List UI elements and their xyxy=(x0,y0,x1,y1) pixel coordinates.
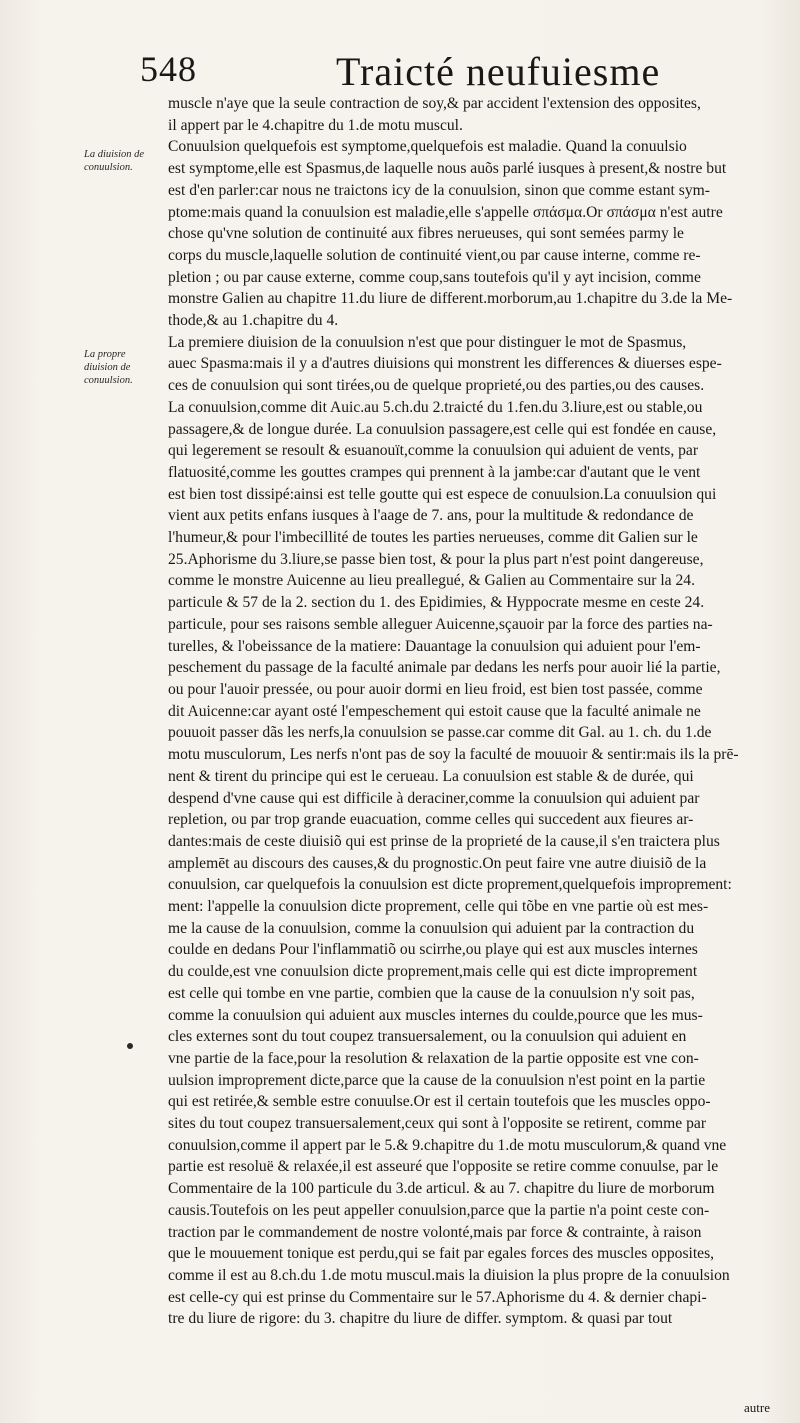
text-line: monstre Galien au chapitre 11.du liure de different.morborum,au 1.chapitre du 3.de la Me- xyxy=(168,290,733,308)
text-line: conuulsion, car quelquefois la conuulsion est dicte proprement,quelquefois improprement: xyxy=(168,876,732,894)
text-line: partie est resoluë & relaxée,il est asseuré que l'opposite se retire comme conuulse, par le xyxy=(168,1158,719,1176)
text-line: thode,& au 1.chapitre du 4. xyxy=(168,312,339,330)
sidenote-division: La diuision de conuulsion. xyxy=(84,149,145,173)
text-line: ptome:mais quand la conuulsion est maladie,elle s'appelle σπάσμα.Or σπάσμα n'est autre xyxy=(168,203,723,221)
page-number: 548 xyxy=(140,49,197,89)
text-line: auec Spasma:mais il y a d'autres diuisions qui monstrent les differences & diuerses espe- xyxy=(168,355,722,373)
text-line: 25.Aphorisme du 3.liure,se passe bien tost, & pour la plus part n'est point dangereuse, xyxy=(168,550,704,568)
text-line: comme le monstre Auicenne au lieu preallegué, & Galien au Commentaire sur la 24. xyxy=(168,572,695,590)
text-line: l'humeur,& pour l'imbecillité de toutes les parties nerueuses, comme dit Galien sur le xyxy=(168,529,698,547)
text-line: est d'en parler:car nous ne traictons icy de la conuulsion, sinon que comme estant sym- xyxy=(168,181,710,199)
text-line: il appert par le 4.chapitre du 1.de motu muscul. xyxy=(168,116,463,134)
text-line: motu musculorum, Les nerfs n'ont pas de soy la faculté de mouuoir & sentir:mais ils la prē- xyxy=(168,746,739,764)
text-line: uulsion improprement dicte,parce que la cause de la conuulsion n'est point en la partie xyxy=(168,1071,706,1089)
text-line: du coulde,est vne conuulsion dicte proprement,mais celle qui est dicte improprement xyxy=(168,963,698,981)
text-line: traction par le commandement de nostre volonté,mais par force & contrainte, à raison xyxy=(168,1223,702,1241)
running-title: Traicté neufuiesme xyxy=(336,49,661,94)
text-line: pouuoit passer dãs les nerfs,la conuulsion se passe.car comme dit Gal. au 1. ch. du 1.de xyxy=(168,724,712,742)
text-line: est celle-cy qui est prinse du Commentaire sur le 57.Aphorisme du 4. & dernier chapi- xyxy=(168,1288,707,1306)
text-line: est bien tost dissipé:ainsi est telle goutte qui est espece de conuulsion.La conuulsion qui xyxy=(168,485,717,503)
text-line: amplemēt au discours des causes,& du prognostic.On peut faire vne autre diuisiõ de la xyxy=(168,854,707,872)
text-line: comme la conuulsion qui aduient aux muscles internes du coulde,pource que les mus- xyxy=(168,1006,703,1024)
text-line: sites du tout coupez transuersalement,ceux qui sont à l'opposite se retirent, comme par xyxy=(168,1115,707,1133)
text-line: despend d'vne cause qui est difficile à deraciner,comme la conuulsion qui aduient par xyxy=(168,789,700,807)
text-line: dantes:mais de ceste diuisiõ qui est prinse de la proprieté de la cause,il s'en traictera plus xyxy=(168,832,720,850)
text-line: ment: l'appelle la conuulsion dicte proprement, celle qui tõbe en vne partie où est mes- xyxy=(168,898,709,916)
body-text xyxy=(168,93,768,1330)
text-line: particule, pour ses raisons semble alleguer Auicenne,sçauoir par la force des parties na- xyxy=(168,615,713,633)
text-line: La premiere diuision de la conuulsion n'est que pour distinguer le mot de Spasmus, xyxy=(168,333,687,351)
text-line: ces de conuulsion qui sont tirées,ou de quelque proprieté,ou des parties,ou des causes. xyxy=(168,377,705,395)
text-line: La conuulsion,comme dit Auic.au 5.ch.du 2.traicté du 1.fen.du 3.liure,est ou stable,ou xyxy=(168,398,703,416)
text-line: pletion ; ou par cause externe, comme coup,sans toutefois qu'il y ayt incision, comme xyxy=(168,268,701,286)
text-line: muscle n'aye que la seule contraction de soy,& par accident l'extension des opposites, xyxy=(168,95,701,112)
text-line: particule & 57 de la 2. section du 1. des Epidimies, & Hyppocrate mesme en ceste 24. xyxy=(168,594,705,612)
text-line: Commentaire de la 100 particule du 3.de articul. & au 7. chapitre du liure de morborum xyxy=(168,1180,715,1198)
text-line: est symptome,elle est Spasmus,de laquelle nous auõs parlé iusques à present,& nostre but xyxy=(168,160,727,178)
text-line: peschement du passage de la faculté animale par dedans les nerfs pour auoir lié la partie, xyxy=(168,659,721,677)
text-line: vient aux petits enfans iusques à l'aage de 7. ans, pour la multitude & redondance de xyxy=(168,507,694,525)
text-line: me la cause de la conuulsion, comme la conuulsion qui aduient par la contraction du xyxy=(168,919,695,937)
text-line: chose qu'vne solution de continuité aux fibres nerueuses, qui sont semées parmy le xyxy=(168,225,684,243)
text-line: cles externes sont du tout coupez transuersalement, ou la conuulsion qui aduient en xyxy=(168,1028,687,1046)
text-line: ou pour l'auoir pressée, ou pour auoir dormi en lieu froid, est bien tost passée, comme xyxy=(168,680,703,698)
text-line: repletion, ou par trop grande euacuation, comme celles qui succedent aux fieures ar- xyxy=(168,811,694,829)
text-line: tre du liure de rigore: du 3. chapitre du liure de differ. symptom. & quasi par tout xyxy=(168,1310,673,1328)
text-line: coulde en dedans Pour l'inflammatiõ ou scirrhe,ou playe qui est aux muscles internes xyxy=(168,941,698,959)
text-line: causis.Toutefois on les peut appeller conuulsion,parce que la partie n'a point ceste con- xyxy=(168,1201,710,1219)
text-line: Conuulsion quelquefois est symptome,quelquefois est maladie. Quand la conuulsio xyxy=(168,138,687,156)
text-line: que le mouuement tonique est perdu,qui se fait par egales forces des muscles opposites, xyxy=(168,1245,715,1263)
text-line: nent & tirent du principe qui est le cerueau. La conuulsion est stable & de durée, qui xyxy=(168,767,694,785)
text-line: qui legerement se resoult & esuanouït,comme la conuulsion qui aduient de vents, par xyxy=(168,442,699,460)
text-line: qui est retirée,& semble estre conuulse.Or est il certain toutefois que les muscles oppo- xyxy=(168,1093,711,1111)
sidenote-proper-division: La propre diuision de conuulsion. xyxy=(84,349,133,386)
catchword: autre xyxy=(744,1400,770,1415)
text-line: turelles, & l'obeissance de la matiere: Dauantage la conuulsion qui aduient pour l'em- xyxy=(168,637,701,655)
text-line: corps du muscle,laquelle solution de continuité vient,ou par cause interne, comme re- xyxy=(168,246,701,264)
text-line: dit Auicenne:car ayant osté l'empeschement qui estoit cause que la faculté animale ne xyxy=(168,702,701,720)
text-line: passagere,& de longue durée. La conuulsion passagere,est celle qui est fondée en cause, xyxy=(168,420,717,438)
text-line: vne partie de la face,pour la resolution & relaxation de la partie opposite est vne con- xyxy=(168,1049,699,1067)
ink-speck xyxy=(127,1043,133,1049)
text-line: comme il est au 8.ch.du 1.de motu muscul.mais la diuision la plus propre de la conuulsion xyxy=(168,1266,730,1284)
text-line: est celle qui tombe en vne partie, combien que la cause de la conuulsion n'y soit pas, xyxy=(168,984,695,1002)
page-header xyxy=(140,48,780,98)
text-line: flatuosité,comme les gouttes crampes qui prennent à la jambe:car d'autant que le vent xyxy=(168,463,701,481)
text-line: conuulsion,comme il appert par le 5.& 9.chapitre du 1.de motu musculorum,& quand vne xyxy=(168,1136,727,1154)
